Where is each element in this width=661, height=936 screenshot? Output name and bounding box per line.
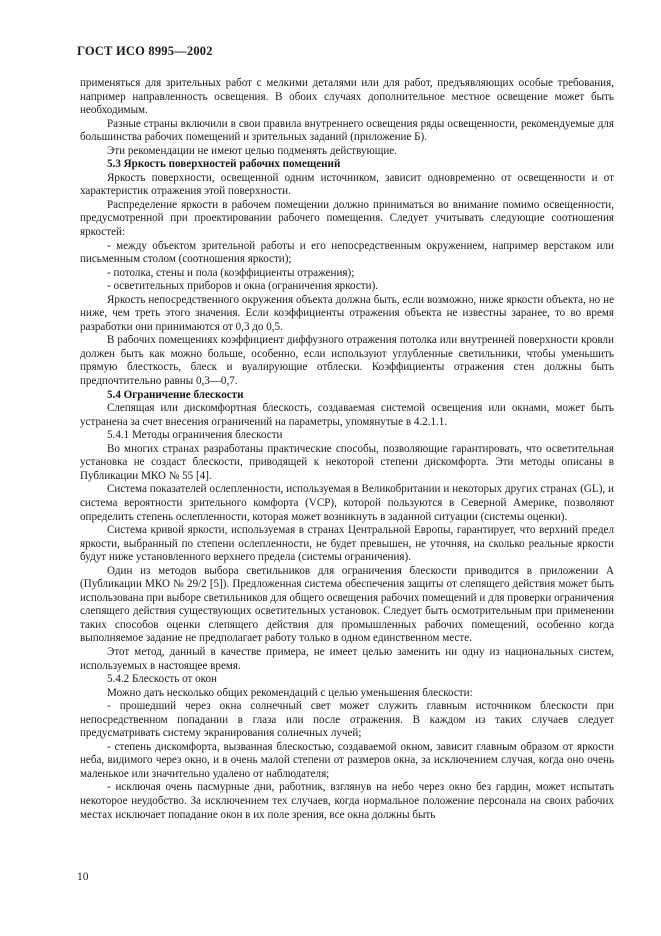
paragraph: Система кривой яркости, используемая в странах Центральной Европы, гарантирует, что верхний предел яркости, выбранный по степени ослепленности, не будет превышен, не уточняя, на сколько реальные яркости будут ниже установленного верхнего предела (системы ограничения). xyxy=(80,524,614,564)
paragraph: В рабочих помещениях коэффициент диффузного отражения потолка или внутренней поверхности кровли должен быть как можно больше, особенно, если используют углубленные светильники, чтобы уменьшить прямую блесткость, блеск и вуалирующие отблески. Коэффициенты отражения стен должны быть предпочтительно равны 0,3—0,7. xyxy=(80,334,614,388)
page-header-standard-title: ГОСТ ИСО 8995—2002 xyxy=(77,44,213,58)
list-item: - потолка, стены и пола (коэффициенты отражения); xyxy=(107,266,355,279)
paragraph: Этот метод, данный в качестве примера, не имеет целью заменить ни одну из национальных систем, используемых в настоящее время. xyxy=(80,645,614,672)
list-item: - степень дискомфорта, вызванная блескостью, создаваемой окном, зависит главным образом от яркости неба, видимого через окно, и в очень малой степени от размеров окна, за исключением случая, когда оно очень маленькое или значительно удалено от наблюдателя; xyxy=(80,740,614,780)
document-body xyxy=(80,77,614,822)
list-item: - прошедший через окна солнечный свет может служить главным источником блескости при непосредственном попадании в глаза или после отражения. В каждом из таких случаев следует предусматривать систему экранирования солнечных лучей; xyxy=(80,700,614,740)
list-item: - между объектом зрительной работы и его непосредственным окружением, например верстаком или письменным столом (соотношения яркости); xyxy=(80,239,614,266)
list-item: - осветительных приборов и окна (ограничения яркости). xyxy=(107,280,379,293)
subsection-heading-5-4-2: 5.4.2 Блескость от окон xyxy=(107,673,217,686)
paragraph: применяться для зрительных работ с мелкими деталями или для работ, предъявляющих особые требования, например направленность освещения. В обоих случаях дополнительное местное освещение может быть необходимым. xyxy=(80,77,614,117)
paragraph: Слепящая или дискомфортная блескость, создаваемая системой освещения или окнами, может быть устранена за счет внесения ограничений на параметры, упомянутые в 4.2.1.1. xyxy=(80,402,614,428)
paragraph: Яркость непосредственного окружения объекта должна быть, если возможно, ниже яркости объекта, но не ниже, чем треть этого значения. Если коэффициенты отражения объекта не известны заранее, то во время разработки они принимаются от 0,3 до 0,5. xyxy=(80,293,614,333)
paragraph: Система показателей ослепленности, используемая в Великобритании и некоторых других странах (GL), и система вероятности зрительного комфорта (VCP), которой пользуются в Северной Америке, позволяют определить степень ослепленности, которая может возникнуть в заданной ситуации (системы оценки). xyxy=(80,483,614,523)
paragraph: Разные страны включили в свои правила внутреннего освещения ряды освещенности, рекомендуемые для большинства рабочих помещений и зрительных заданий (приложение Б). xyxy=(80,117,614,144)
page-number: 10 xyxy=(77,871,89,883)
paragraph: Во многих странах разработаны практические способы, позволяющие гарантировать, что осветительная установка не создаст блескости, приводящей к некоторой степени дискомфорта. Эти методы описаны в Публикации МКО № 55 [4]. xyxy=(80,442,614,482)
paragraph: Распределение яркости в рабочем помещении должно приниматься во внимание помимо освещенности, предусмотренной при проектировании рабочего помещения. Следует учитывать следующие соотношения яркостей: xyxy=(80,198,614,239)
section-heading-5-4: 5.4 Ограничение блескости xyxy=(107,388,244,401)
paragraph: Эти рекомендации не имеют целью подменять действующие. xyxy=(107,144,397,157)
section-heading-5-3: 5.3 Яркость поверхностей рабочих помещений xyxy=(107,158,341,171)
paragraph: Можно дать несколько общих рекомендаций с целью уменьшения блескости: xyxy=(107,686,473,699)
list-item: - исключая очень пасмурные дни, работник, взглянув на небо через окно без гардин, может испытать некоторое неудобство. За исключением тех случаев, когда нормальное положение персонала на своих рабочих местах исключает попадание окон в их поле зрения, все окна должны быть xyxy=(80,781,614,821)
subsection-heading-5-4-1: 5.4.1 Методы ограничения блескости xyxy=(107,429,283,442)
paragraph: Яркость поверхности, освещенной одним источником, зависит одновременно от освещенности и от характеристик отражения этой поверхности. xyxy=(80,171,614,198)
paragraph: Один из методов выбора светильников для ограничения блескости приводится в приложении А (Публикации МКО № 29/2 [5]). Предложенная система обеспечения защиты от слепящего действия может быть использована при выборе светильников для общего освещения рабочих помещений и для проверки ограничения слепящего действия существующих осветительных установок. Следует быть осмотрительным при применении таких способов оценки слепящего действия для промышленных рабочих помещений, особенно когда выполняемое задание не предполагает работу только в одном единственном месте. xyxy=(80,564,614,645)
